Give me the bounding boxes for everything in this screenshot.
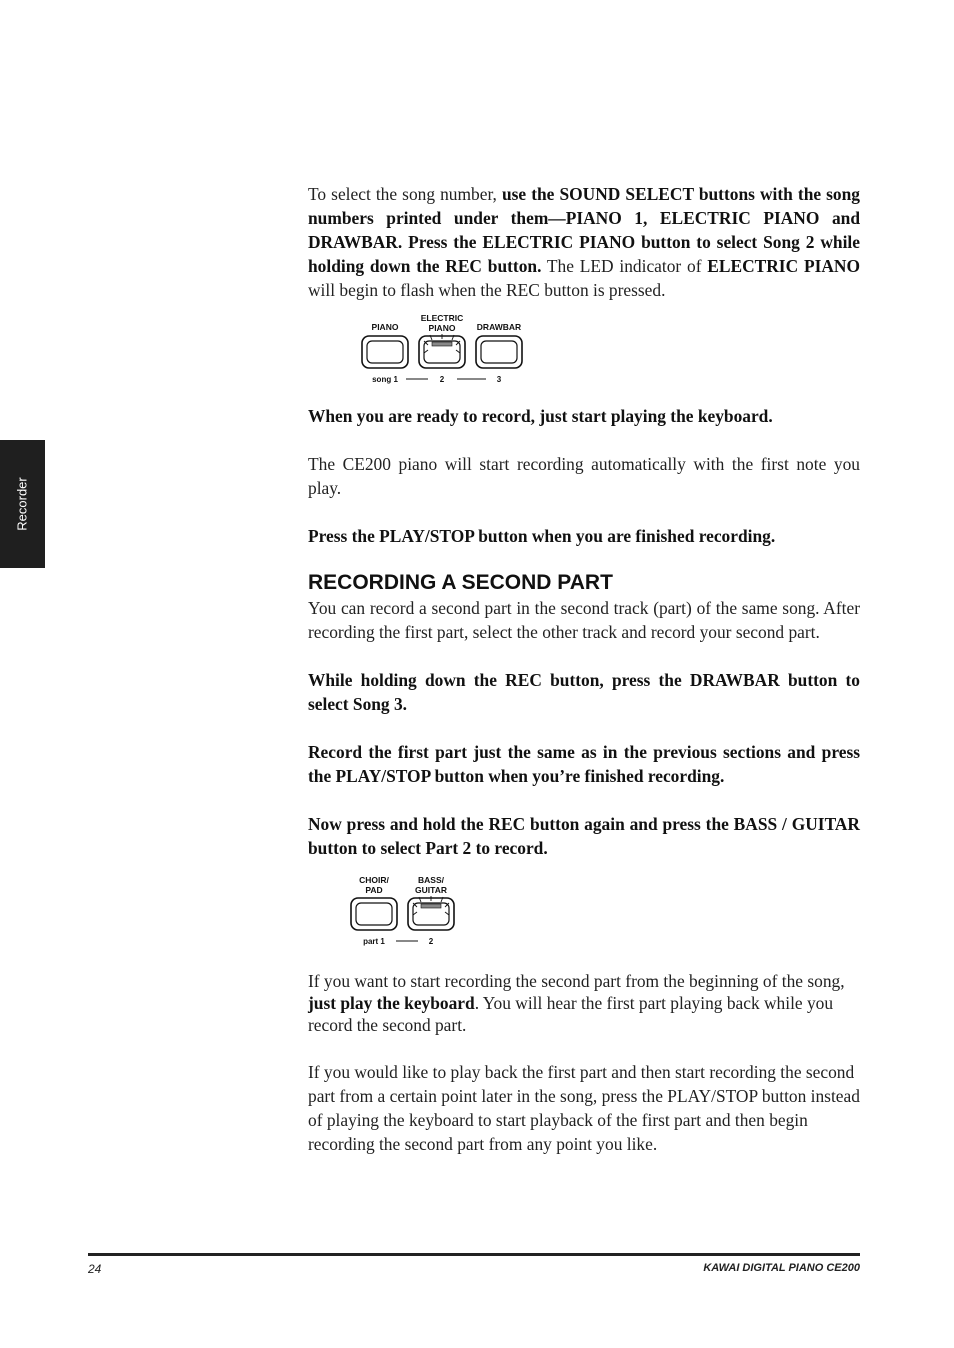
drawbar-button [476,336,522,368]
paragraph-ready-to-record [308,404,860,428]
paragraph-select-song [308,182,860,302]
paragraph-select-part-2 [308,812,860,860]
bold-text: just play the keyboard [308,993,475,1013]
bold-text: Record the first part just the same as in the previous sections and press the PLAY/STOP button when you’re finished recording. [308,742,860,786]
bold-text: While holding down the REC button, press the DRAWBAR button to select Song 3. [308,670,860,714]
main-content [308,182,860,1156]
footer-title: KAWAI DIGITAL PIANO CE200 [703,1262,860,1274]
choir-pad-button [351,898,397,930]
bold-text: Now press and hold the REC button again and press the BASS / GUITAR button to select Part 2 to record. [308,814,860,858]
footer-rule [88,1253,860,1256]
paragraph-select-song-3 [308,668,860,716]
sound-select-buttons-diagram [360,312,530,394]
label-electric: ELECTRIC [420,313,464,323]
label-piano: PIANO [371,322,399,332]
label-song-2: 2 [439,375,445,384]
bold-text: When you are ready to record, just start playing the keyboard. [308,406,773,426]
bold-text: use the SOUND SELECT buttons with the song numbers printed under them—PIANO 1, ELECTRIC PIANO and DRAWBAR. Press the ELECTRIC PIANO button to select Song 2 while holding down the REC button. [308,184,860,276]
electric-piano-button [419,334,465,368]
piano-button [362,336,408,368]
paragraph-record-first-part [308,740,860,788]
label-drawbar: DRAWBAR [476,322,522,332]
part-select-buttons-diagram [350,874,470,956]
side-tab-label: Recorder [14,477,30,531]
text: If you want to start recording the second part from the beginning of the song, [308,971,845,991]
paragraph-play-back-first-part: If you would like to play back the first part and then start recording the second part from a certain point later in the song, press the PLAY/STOP button instead of playing the keyboard to start playback of the first part and then begin recording the second part from any point you like. [308,1062,860,1154]
label-pad: PAD [365,885,383,895]
label-part-1: part 1 [363,937,385,946]
label-bass: BASS/ [418,875,444,885]
text: The LED indicator of [541,256,708,276]
bold-text: Press the PLAY/STOP button when you are finished recording. [308,526,776,546]
text: will begin to flash when the REC button is pressed. [308,280,666,300]
label-song-1: song 1 [372,375,398,384]
section-heading: RECORDING A SECOND PART [308,571,613,594]
text: . You will hear the first part playing back while you record the second part. [308,993,834,1035]
bass-guitar-button [408,896,454,930]
label-guitar: GUITAR [415,885,447,895]
bold-text: ELECTRIC PIANO [707,256,860,276]
paragraph-auto-record: The CE200 piano will start recording automatically with the first note you play. [308,454,860,498]
label-song-3: 3 [496,375,502,384]
text: To select the song number, [308,184,502,204]
paragraph-second-part-intro: You can record a second part in the second track (part) of the same song. After recording the first part, select the other track and record your second part. [308,598,860,642]
page-number: 24 [88,1262,102,1276]
label-part-2: 2 [428,937,434,946]
label-choir: CHOIR/ [359,875,389,885]
paragraph-press-play-stop [308,524,860,548]
label-electric-piano: PIANO [428,323,456,333]
side-tab [0,440,45,568]
paragraph-play-keyboard [308,970,860,1036]
